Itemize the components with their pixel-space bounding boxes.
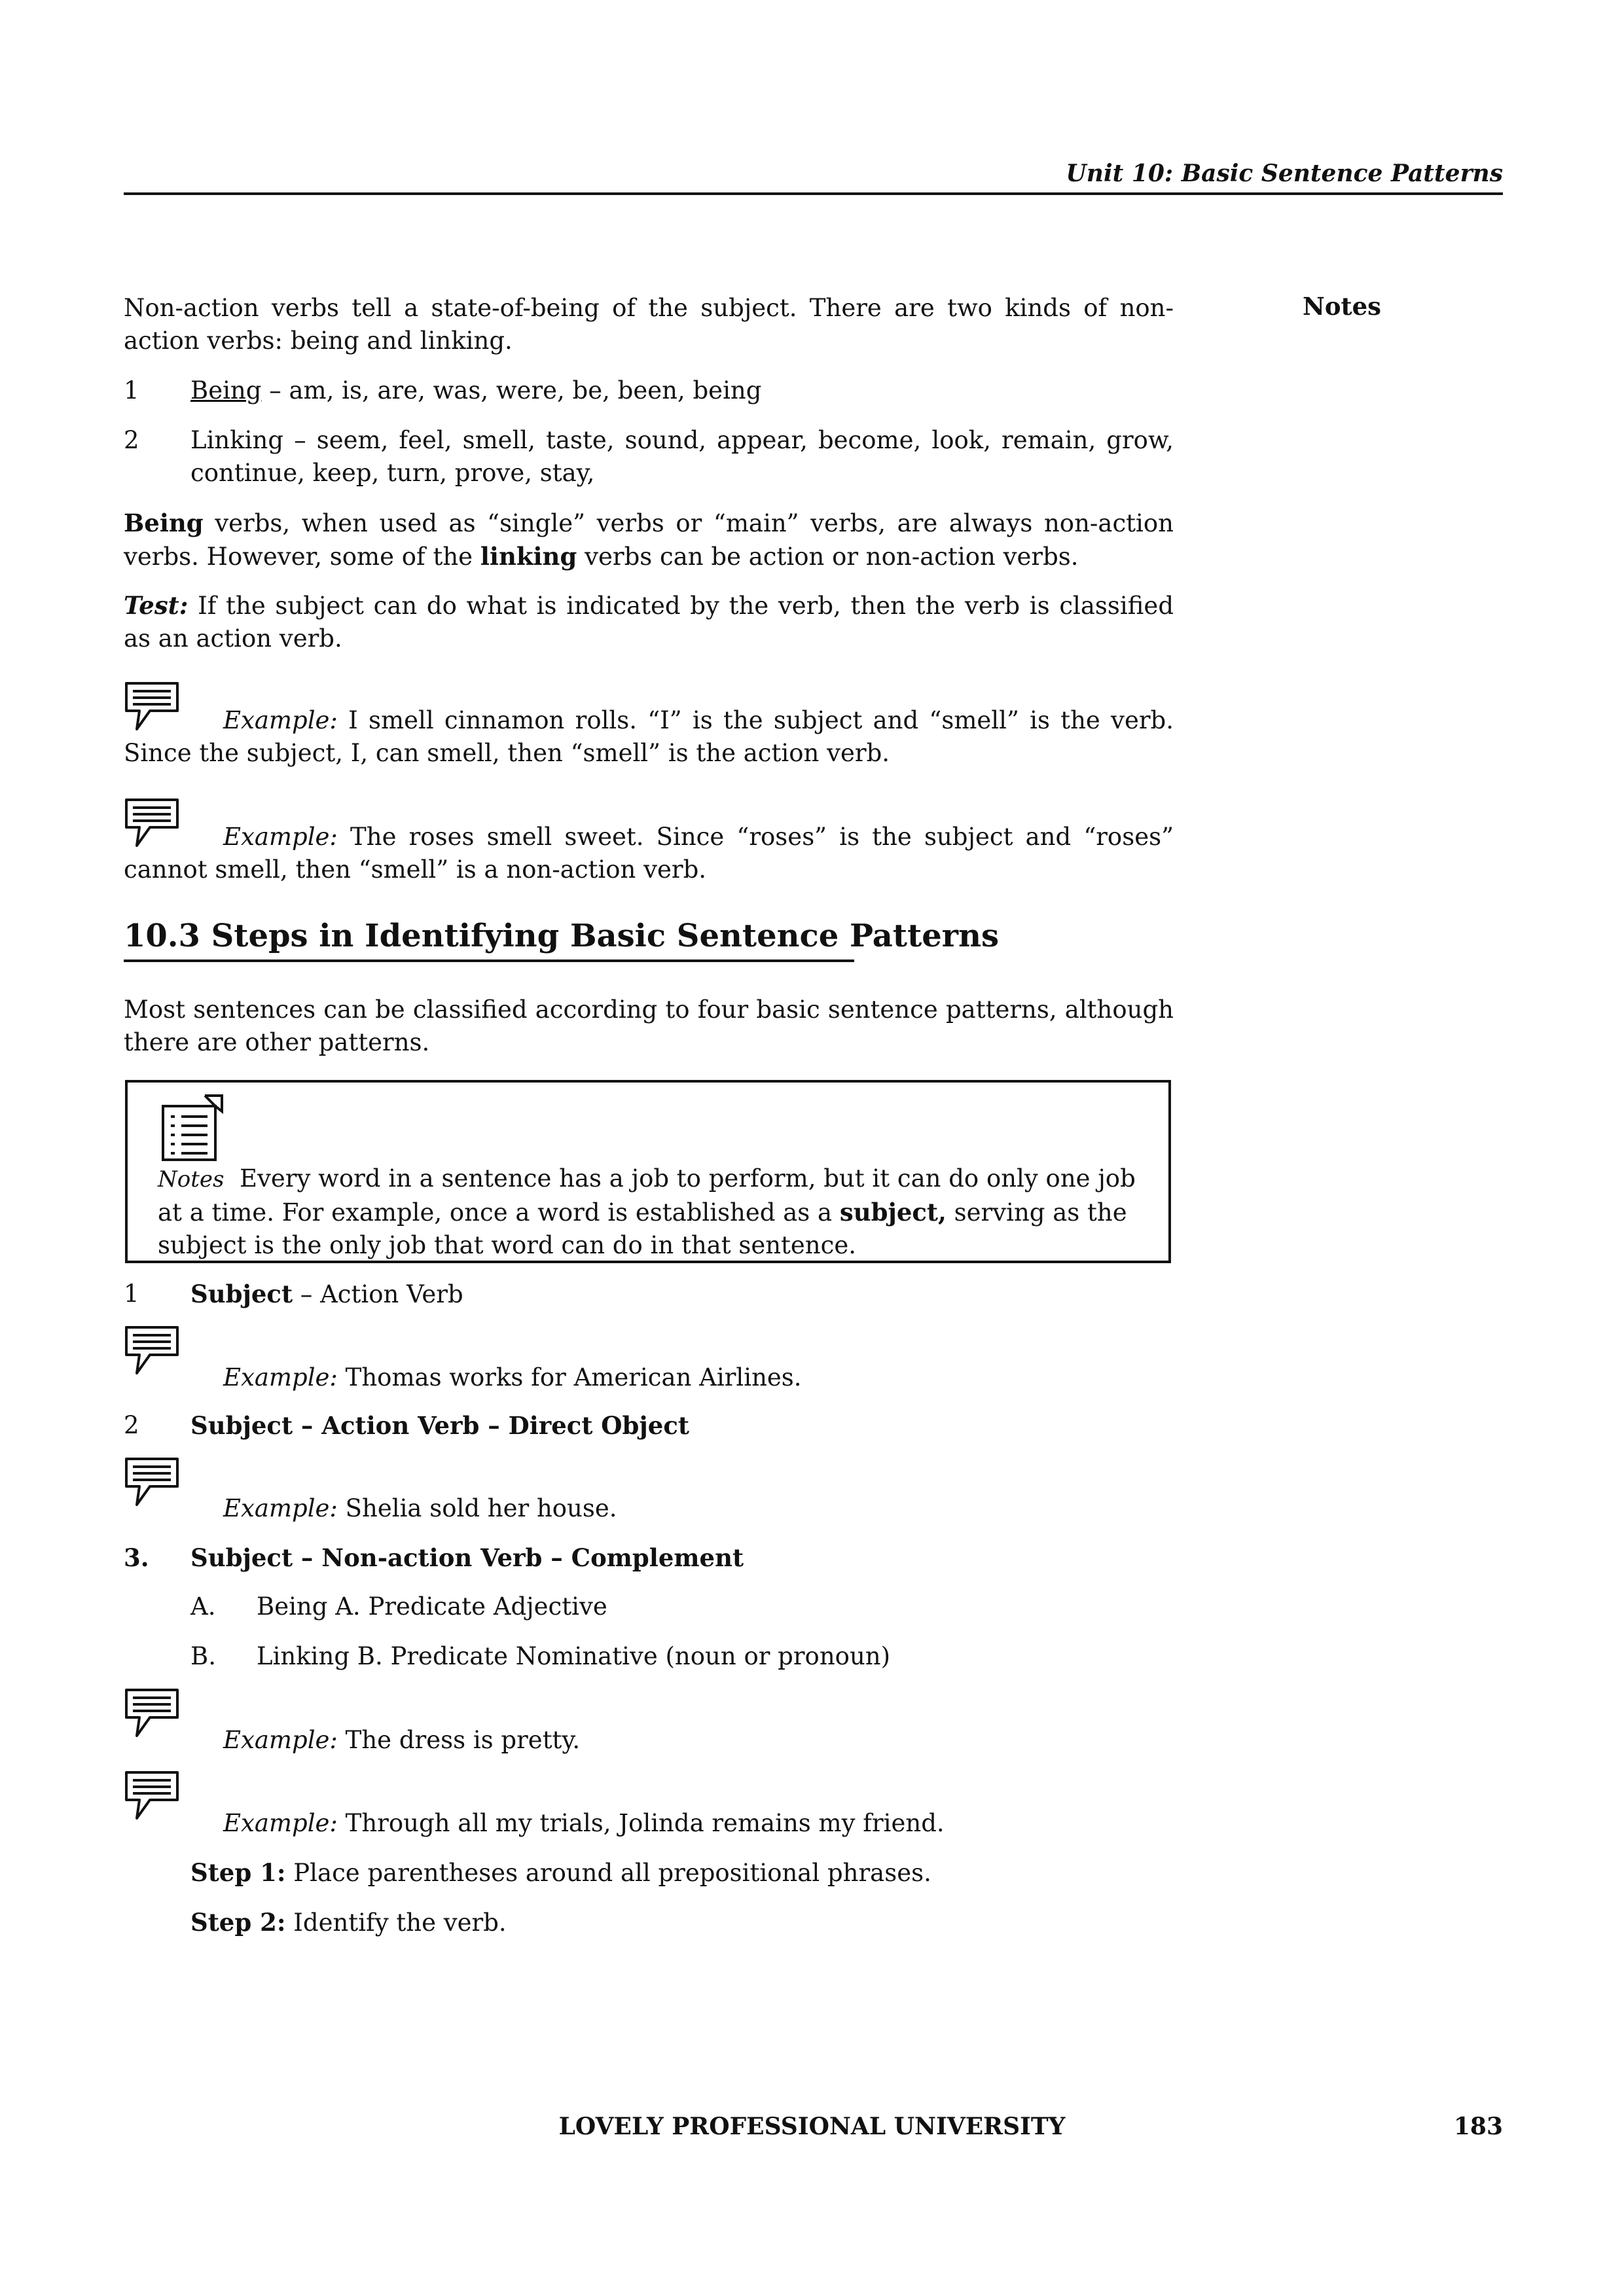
pattern-example-1 [223,1361,1140,1394]
example-label: Example: [223,706,338,734]
example-label: Example: [223,1363,338,1391]
pattern-number: 2 [124,1411,139,1439]
list-item-linking [190,424,1174,490]
step-text: Place parentheses around all prepositional phrases. [285,1859,931,1887]
step-1 [190,1856,1174,1890]
being-linking-paragraph [124,507,1174,573]
speech-bubble-lines-icon [124,1456,180,1509]
example-text: I smell cinnamon rolls. “I” is the subject and “smell” is the verb. Since the subject, I, can smell, then “smell” is the action verb. [124,706,1174,767]
notes-box-text [158,1162,1140,1262]
step-label: Step 2: [190,1908,286,1937]
paragraph-text: If the subject can do what is indicated by the verb, then the verb is classified as an action verb. [124,592,1174,653]
example-label: Example: [223,1494,338,1522]
notes-box-label: Notes [158,1166,225,1193]
list-item-text: – seem, feel, smell, taste, sound, appear, become, look, remain, grow, continue, keep, turn, prove, stay, [190,426,1174,487]
running-header: Unit 10: Basic Sentence Patterns [1066,160,1503,187]
sub-item-being: Being A. Predicate Adjective [257,1592,607,1621]
example-label: Example: [223,823,338,851]
pattern-text: – Action Verb [293,1280,463,1308]
step-2 [190,1906,1174,1939]
paragraph-text: verbs can be action or non-action verbs. [577,543,1079,571]
example-label: Example: [223,1809,338,1837]
pattern-example-3 [223,1724,1140,1757]
header-rule [124,192,1503,195]
pattern-bold: Subject [190,1280,293,1308]
notes-box [125,1080,1171,1263]
pattern-bold: Subject – Action Verb – Direct Object [190,1411,689,1440]
example-top-2 [124,821,1174,886]
pattern-number: 1 [124,1280,139,1308]
sub-item-label: A. [190,1592,216,1621]
pattern-bold: Subject – Non-action Verb – Complement [190,1543,744,1572]
pattern-number: 3. [124,1543,149,1572]
speech-bubble-lines-icon [124,1325,180,1377]
section-heading: 10.3 Steps in Identifying Basic Sentence Patterns [124,918,999,954]
sub-item-linking: Linking B. Predicate Nominative (noun or pronoun) [257,1642,891,1670]
term-linking: Linking [190,426,284,454]
notepad-icon [159,1092,225,1164]
speech-bubble-lines-icon [124,1770,180,1822]
footer-publisher: LOVELY PROFESSIONAL UNIVERSITY [558,2113,1066,2140]
pattern-1 [190,1278,1174,1311]
example-top-1 [124,704,1174,770]
bold-subject: subject, [839,1198,947,1227]
margin-notes-label: Notes [1303,292,1381,321]
test-label: Test: [124,591,189,620]
pattern-example-4 [223,1807,1140,1840]
paragraph-text: verbs, when used as “single” verbs or “main” verbs, are always non-action verbs. However, some of the [124,509,1174,571]
list-item-being [190,374,1174,407]
pattern-2 [190,1409,1174,1443]
speech-bubble-lines-icon [124,1687,180,1740]
bold-linking: linking [480,542,577,571]
section-heading-underline [124,960,854,962]
test-paragraph [124,589,1174,655]
example-text: Thomas works for American Airlines. [337,1363,802,1391]
example-text: The dress is pretty. [337,1726,581,1754]
list-number: 1 [124,376,139,404]
example-text: Shelia sold her house. [337,1494,617,1522]
step-text: Identify the verb. [285,1909,507,1937]
sub-item-label: B. [190,1642,216,1670]
term-being: Being [190,376,262,404]
section-intro-paragraph: Most sentences can be classified according to four basic sentence patterns, although there are other patterns. [124,996,1174,1056]
step-label: Step 1: [190,1858,286,1887]
example-text: The roses smell sweet. Since “roses” is the subject and “roses” cannot smell, then “smell” is a non-action verb. [124,823,1174,884]
notes-text: serving as the subject is the only job that word can do in that sentence. [158,1198,1127,1259]
list-number: 2 [124,426,139,454]
intro-paragraph: Non-action verbs tell a state-of-being of the subject. There are two kinds of non-action verbs: being and linking. [124,294,1174,355]
pattern-3 [190,1541,1174,1575]
pattern-example-2 [223,1492,1140,1525]
example-label: Example: [223,1726,338,1754]
notes-text: Every word in a sentence has a job to perform, but it can do only one job at a time. For example, once a word is established as a [158,1164,1136,1227]
list-item-text: – am, is, are, was, were, be, been, being [261,376,762,404]
bold-being: Being [124,509,204,537]
example-text: Through all my trials, Jolinda remains my friend. [337,1809,945,1837]
page-number: 183 [1453,2113,1503,2140]
